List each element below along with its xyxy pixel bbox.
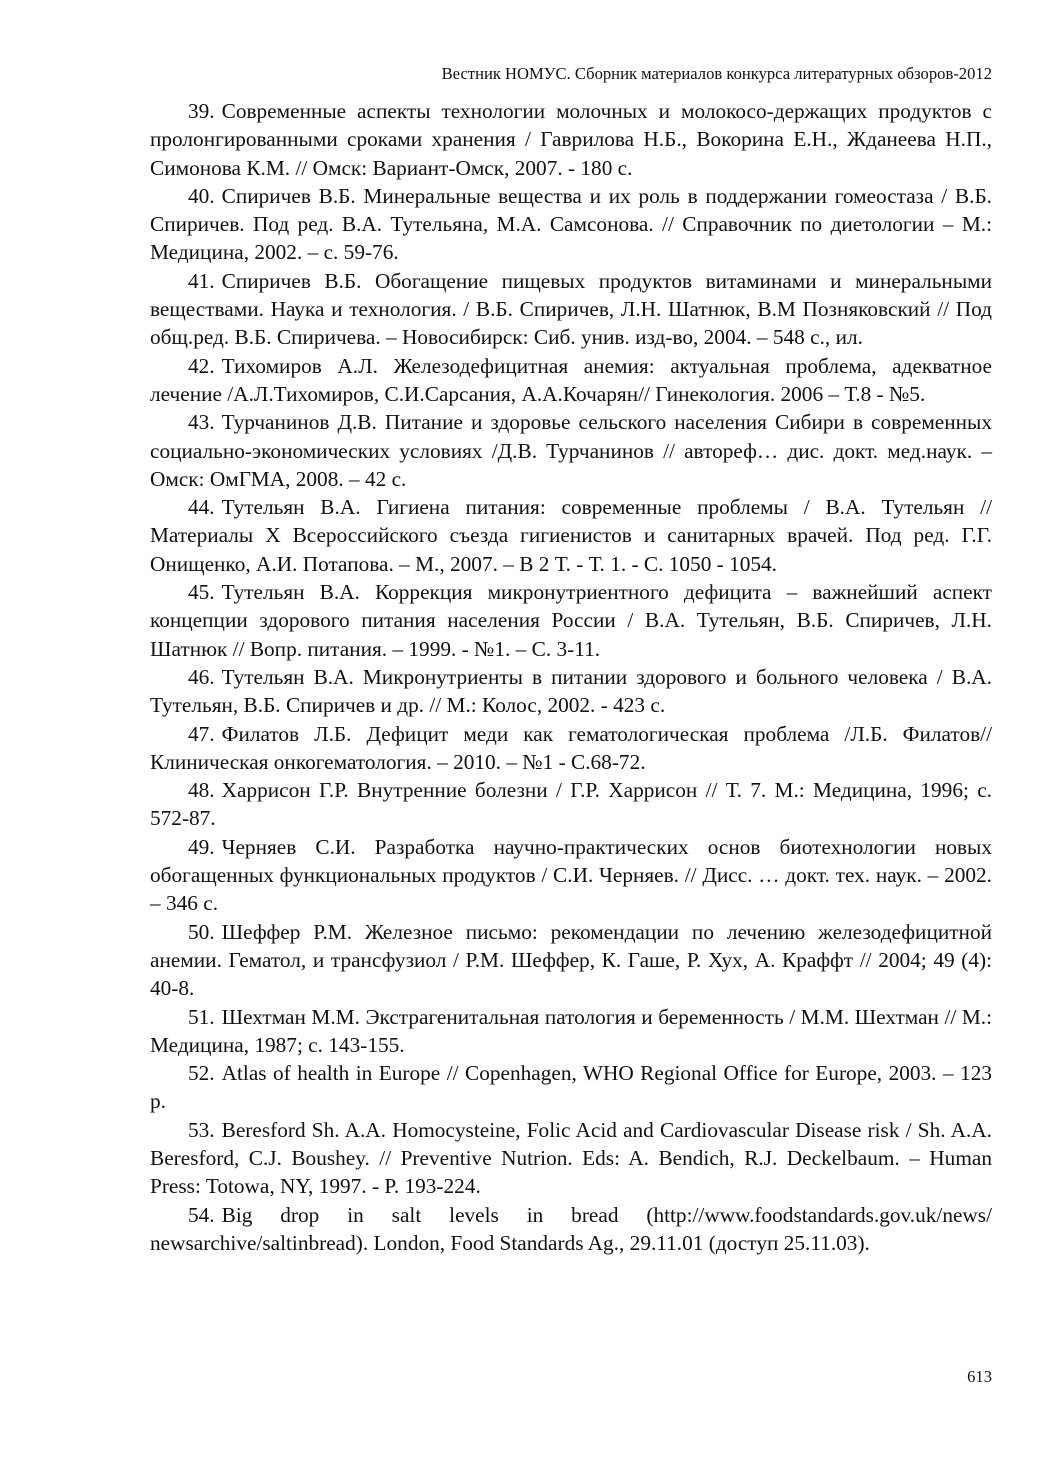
reference-number: 48. <box>188 778 215 803</box>
reference-text: Beresford Sh. A.A. Homocysteine, Folic Acid and Cardiovascular Disease risk / Sh. A.A. Beresford, C.J. Boushey. // Preventive Nutrion. Eds: A. Bendich, R.J. Deckelbaum. – Human Press: Totowa, NY, 1997. - P. 193-224. <box>150 1117 992 1199</box>
reference-number: 44. <box>188 495 215 520</box>
reference-text: Спиричев В.Б. Минеральные вещества и их роль в поддержании гомеостаза / В.Б. Спиричев. Под ред. В.А. Тутельяна, М.А. Самсонова. // Справочник по диетологии – М.: Медицина, 2002. – с. 59-76. <box>150 183 992 265</box>
reference-item <box>150 267 992 352</box>
reference-text: Спиричев В.Б. Обогащение пищевых продуктов витаминами и минеральными веществами. Наука и технология. / В.Б. Спиричев, Л.Н. Шатнюк, В.М Позняковский // Под общ.ред. В.Б. Спиричева. – Новосибирск: Сиб. унив. изд-во, 2004. – 548 с., ил. <box>150 268 992 350</box>
reference-item <box>150 663 992 720</box>
reference-text: Турчанинов Д.В. Питание и здоровье сельского населения Сибири в современных социально-экономических условиях /Д.В. Турчанинов // автореф… дис. докт. мед.наук. – Омск: ОмГМА, 2008. – 42 с. <box>150 410 992 491</box>
reference-number: 47. <box>188 721 215 746</box>
reference-text: Тутельян В.А. Микронутриенты в питании здорового и больного человека / В.А. Тутельян, В.Б. Спиричев и др. // М.: Колос, 2002. - 423 с. <box>150 664 992 718</box>
reference-number: 39. <box>188 99 215 123</box>
reference-text: Тихомиров А.Л. Железодефицитная анемия: актуальная проблема, адекватное лечение /А.Л.Тихомиров, С.И.Сарсания, А.А.Кочарян// Гинекология. 2006 – Т.8 - №5. <box>150 353 992 406</box>
reference-item <box>150 97 992 182</box>
reference-item <box>150 352 992 409</box>
reference-item <box>150 918 992 1003</box>
reference-number: 45. <box>188 580 215 605</box>
reference-list <box>150 97 992 1257</box>
reference-text: Филатов Л.Б. Дефицит меди как гематологическая проблема /Л.Б. Филатов// Клиническая онкогематология. – 2010. – №1 - С.68-72. <box>150 721 992 774</box>
reference-text: Тутельян В.А. Коррекция микронутриентного дефицита – важнейший аспект концепции здорового питания населения России / В.А. Тутельян, В.Б. Спиричев, Л.Н. Шатнюк // Вопр. питания. – 1999. - №1. – С. 3-11. <box>150 580 992 661</box>
reference-item <box>150 1003 992 1060</box>
reference-number: 52. <box>188 1061 215 1086</box>
reference-item <box>150 1116 992 1201</box>
reference-number: 42. <box>188 353 215 378</box>
reference-text: Atlas of health in Europe // Copenhagen, WHO Regional Office for Europe, 2003. – 123 p. <box>150 1061 992 1114</box>
reference-text: Шехтман М.М. Экстрагенитальная патология и беременность / М.М. Шехтман // М.: Медицина, 1987; с. 143-155. <box>150 1004 992 1057</box>
reference-text: Big drop in salt levels in bread (http://www.foodstandards.gov.uk/news/ newsarchive/saltinbread). London, Food Standards Ag., 29.11.01 (доступ 25.11.03). <box>150 1202 992 1255</box>
reference-text: Современные аспекты технологии молочных и молокосо-держащих продуктов с пролонгированными сроками хранения / Гаврилова Н.Б., Вокорина Е.Н., Жданеева Н.П., Симонова К.М. // Омск: Вариант-Омск, 2007. - 180 с. <box>150 99 992 180</box>
running-header: Вестник НОМУС. Сборник материалов конкурса литературных обзоров-2012 <box>441 64 992 83</box>
reference-text: Тутельян В.А. Гигиена питания: современные проблемы / В.А. Тутельян // Материалы X Всероссийского съезда гигиенистов и санитарных врачей. Под ред. Г.Г. Онищенко, А.И. Потапова. – М., 2007. – В 2 Т. - Т. 1. - С. 1050 - 1054. <box>150 495 992 576</box>
reference-number: 53. <box>188 1117 215 1142</box>
reference-text: Шеффер Р.М. Железное письмо: рекомендации по лечению железодефицитной анемии. Гематол, и трансфузиол / Р.М. Шеффер, К. Гаше, Р. Хух, А. Краффт // 2004; 49 (4): 40-8. <box>150 919 992 1001</box>
reference-number: 49. <box>188 834 215 859</box>
reference-number: 43. <box>188 410 215 435</box>
reference-item <box>150 1059 992 1116</box>
reference-number: 51. <box>188 1004 215 1029</box>
reference-number: 40. <box>188 183 215 208</box>
reference-text: Харрисон Г.Р. Внутренние болезни / Г.Р. Харрисон // Т. 7. М.: Медицина, 1996; с. 572-87. <box>150 778 992 831</box>
page-number: 613 <box>967 1367 992 1386</box>
reference-number: 50. <box>188 919 215 944</box>
reference-item <box>150 720 992 777</box>
reference-text: Черняев С.И. Разработка научно-практических основ биотехнологии новых обогащенных функциональных продуктов / С.И. Черняев. // Дисс. … докт. тех. наук. – 2002. – 346 с. <box>150 834 992 916</box>
reference-item <box>150 833 992 918</box>
reference-item <box>150 1201 992 1258</box>
reference-item <box>150 182 992 267</box>
reference-number: 46. <box>188 664 215 689</box>
reference-item <box>150 408 992 493</box>
reference-item <box>150 493 992 578</box>
reference-item <box>150 578 992 663</box>
reference-item <box>150 776 992 833</box>
reference-number: 41. <box>188 268 215 293</box>
reference-number: 54. <box>188 1202 215 1227</box>
